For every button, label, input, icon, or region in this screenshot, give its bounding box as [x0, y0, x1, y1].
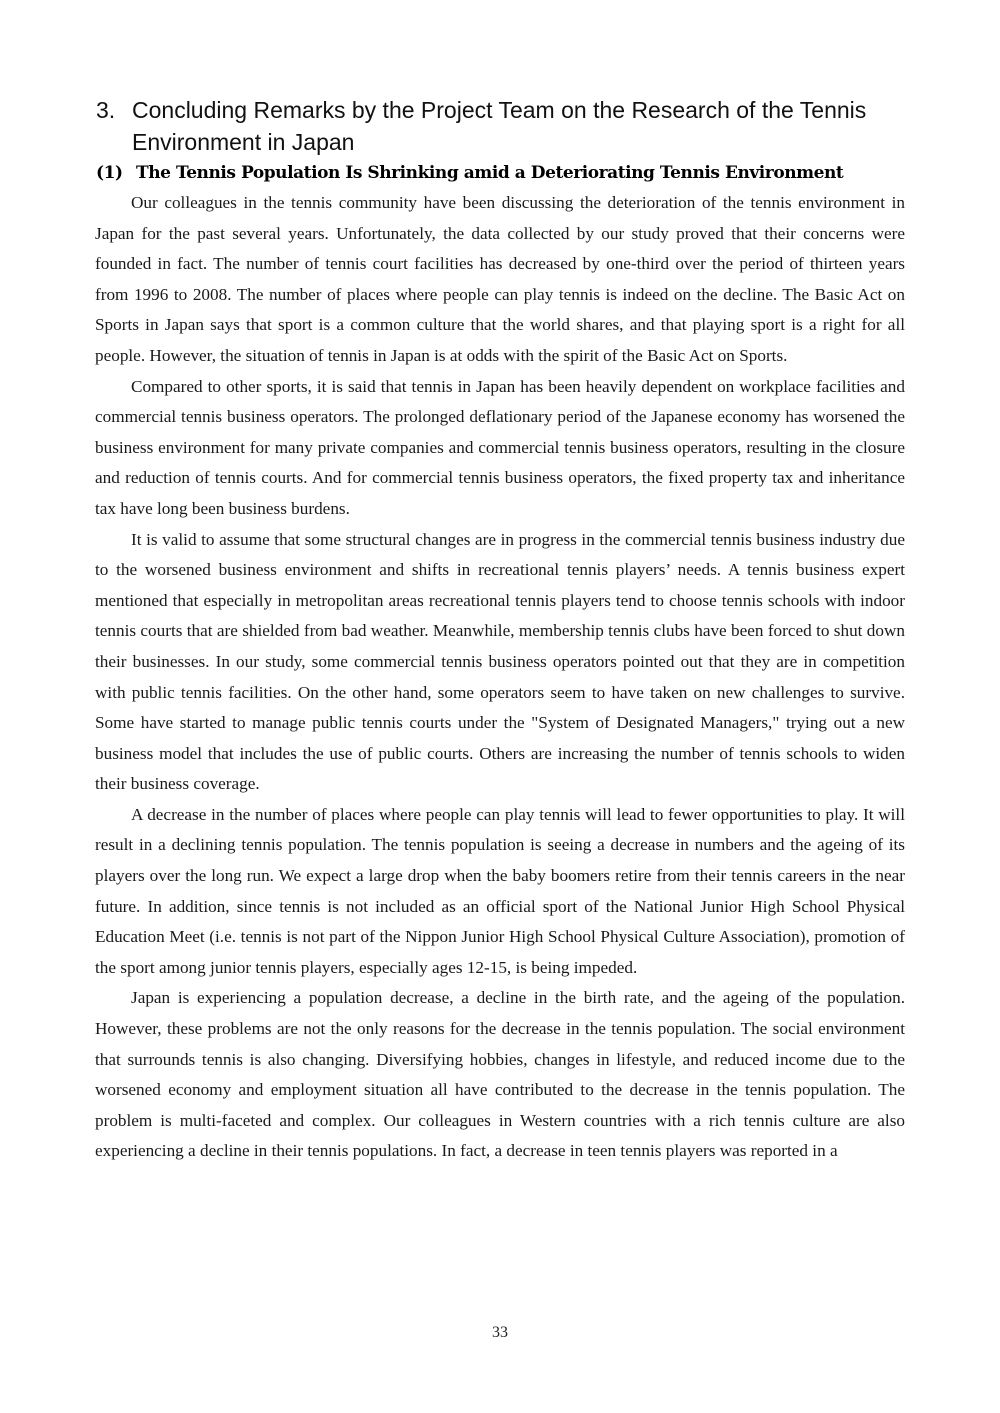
section-title: Concluding Remarks by the Project Team on the Research of the Tennis Environment in Japan — [132, 97, 867, 155]
paragraph: Japan is experiencing a population decrease, a decline in the birth rate, and the ageing of the population. However, these problems are not the only reasons for the decrease in the tennis population. The social environment that surrounds tennis is also changing. Diversifying hobbies, changes in lifestyle, and reduced income due to the worsened economy and employment situation all have contributed to the decrease in the tennis population. The problem is multi-faceted and complex. Our colleagues in Western countries with a rich tennis culture are also experiencing a decline in their tennis populations. In fact, a decrease in teen tennis players was reported in a — [95, 988, 905, 1161]
section-heading — [96, 94, 916, 158]
body-text — [95, 188, 905, 1167]
subsection-heading — [96, 159, 908, 187]
page-number: 33 — [492, 1324, 508, 1341]
subsection-number: (1) — [96, 163, 123, 183]
section-number: 3. — [96, 97, 116, 123]
paragraph: Compared to other sports, it is said that tennis in Japan has been heavily dependent on workplace facilities and commercial tennis business operators. The prolonged deflationary period of the Japanese economy has worsened the business environment for many private companies and commercial tennis business operators, resulting in the closure and reduction of tennis courts. And for commercial tennis business operators, the fixed property tax and inheritance tax have long been business burdens. — [95, 376, 905, 518]
paragraph: Our colleagues in the tennis community have been discussing the deterioration of the tennis environment in Japan for the past several years. Unfortunately, the data collected by our study proved that their concerns were founded in fact. The number of tennis court facilities has decreased by one-third over the period of thirteen years from 1996 to 2008. The number of places where people can play tennis is indeed on the decline. The Basic Act on Sports in Japan says that sport is a common culture that the world shares, and that playing sport is a right for all people. However, the situation of tennis in Japan is at odds with the spirit of the Basic Act on Sports. — [95, 193, 905, 365]
paragraph: It is valid to assume that some structural changes are in progress in the commercial tennis business industry due to the worsened business environment and shifts in recreational tennis players’ needs. A tennis business expert mentioned that especially in metropolitan areas recreational tennis players tend to choose tennis schools with indoor tennis courts that are shielded from bad weather. Meanwhile, membership tennis clubs have been forced to shut down their businesses. In our study, some commercial tennis business operators pointed out that they are in competition with public tennis facilities. On the other hand, some operators seem to have taken on new challenges to survive. Some have started to manage public tennis courts under the "System of Designated Managers," trying out a new business model that includes the use of public courts. Others are increasing the number of tennis schools to widen their business coverage. — [95, 529, 905, 794]
subsection-title: The Tennis Population Is Shrinking amid a Deteriorating Tennis Environment — [136, 163, 844, 183]
paragraph: A decrease in the number of places where people can play tennis will lead to fewer opportunities to play. It will result in a declining tennis population. The tennis population is seeing a decrease in numbers and the ageing of its players over the long run. We expect a large drop when the baby boomers retire from their tennis careers in the near future. In addition, since tennis is not included as an official sport of the National Junior High School Physical Education Meet (i.e. tennis is not part of the Nippon Junior High School Physical Culture Association), promotion of the sport among junior tennis players, especially ages 12-15, is being impeded. — [95, 804, 905, 977]
